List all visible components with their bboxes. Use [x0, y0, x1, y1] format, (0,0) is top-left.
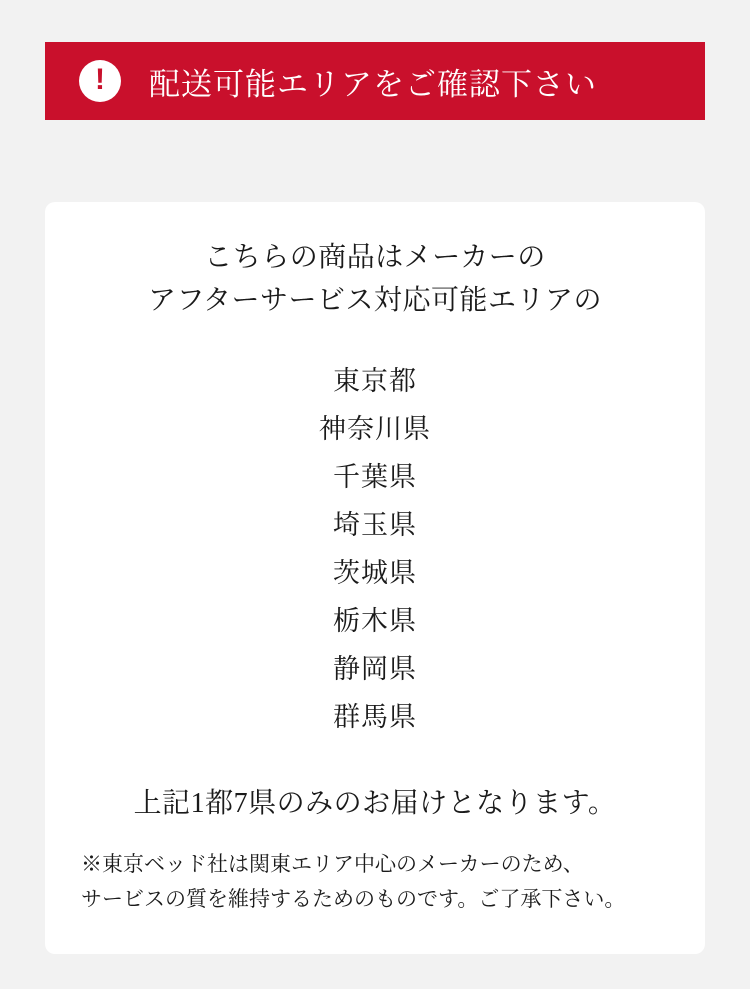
summary-text: 上記1都7県のみのお届けとなります。: [133, 788, 617, 820]
list-item: 群馬県: [333, 702, 417, 733]
intro-line-1: こちらの商品はメーカーの: [204, 242, 546, 273]
exclamation-circle-icon: [79, 60, 121, 102]
list-item: 静岡県: [333, 654, 417, 685]
list-item: 神奈川県: [319, 413, 431, 444]
warning-banner: [45, 42, 705, 120]
intro-text: [75, 236, 675, 323]
area-list: [75, 357, 675, 741]
list-item: 茨城県: [333, 557, 417, 588]
footnote-line-2: サービスの質を維持するためのものです。ご了承下さい。: [81, 886, 626, 911]
list-item: 東京都: [333, 365, 417, 396]
intro-line-2: アフターサービス対応可能エリアの: [147, 285, 603, 317]
notice-card: [45, 202, 705, 954]
banner-title: 配送可能エリアをご確認下さい: [149, 66, 597, 102]
footnote-text: [75, 847, 675, 916]
footnote-line-1: ※東京ベッド社は関東エリア中心のメーカーのため、: [81, 852, 584, 877]
list-item: 埼玉県: [333, 509, 417, 540]
list-item: 千葉県: [333, 461, 417, 492]
exclamation-mark: !: [95, 63, 105, 96]
list-item: 栃木県: [333, 606, 417, 637]
